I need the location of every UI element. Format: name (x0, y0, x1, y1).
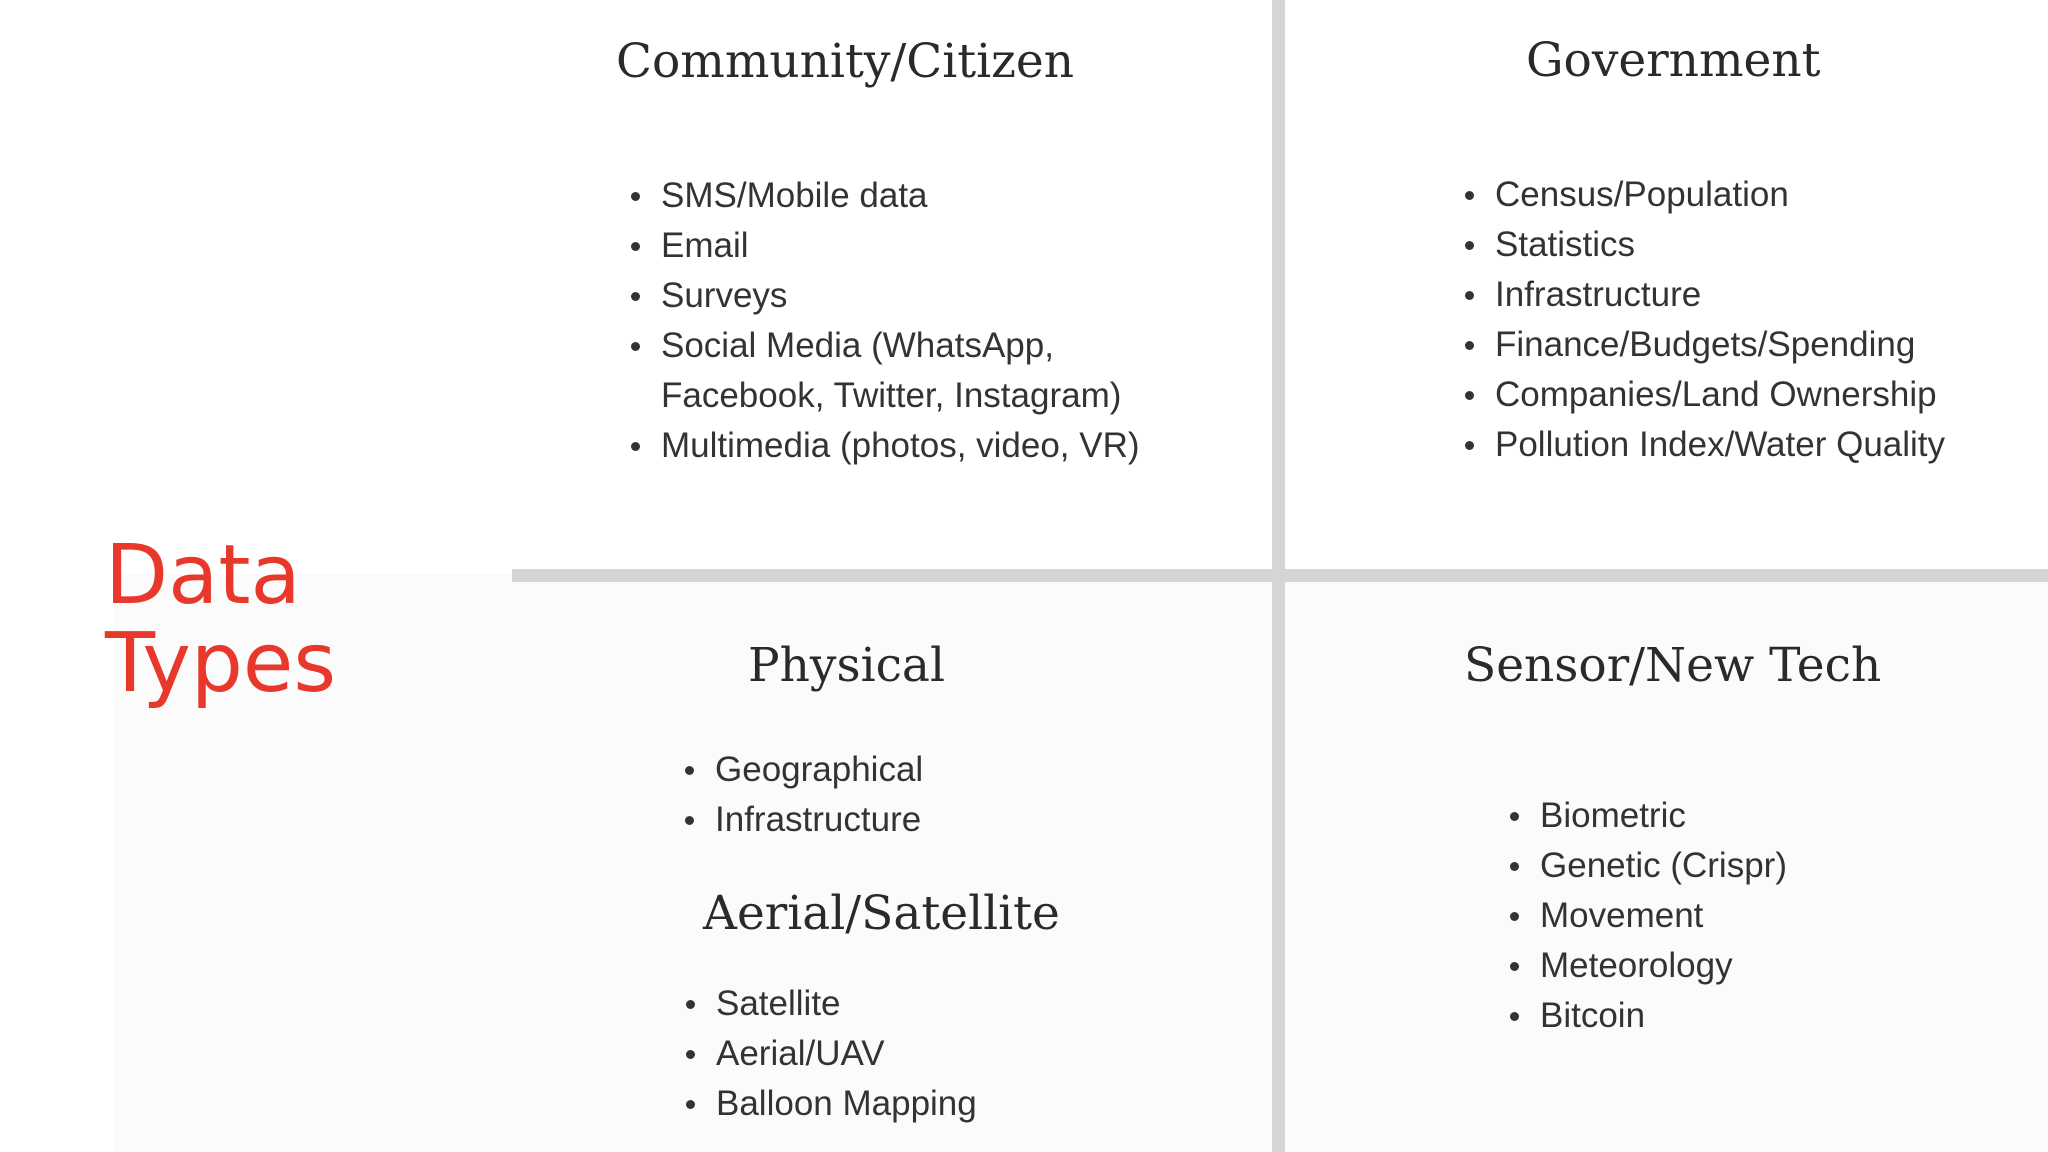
list-item: SMS/Mobile data (661, 171, 1140, 221)
list-item-line-1: Social Media (WhatsApp, (661, 326, 1054, 365)
list-item: Geographical (715, 745, 923, 795)
list-item: Finance/Budgets/Spending (1495, 320, 1945, 370)
list-item: Multimedia (photos, video, VR) (661, 421, 1140, 471)
aerial-satellite-list (716, 979, 977, 1129)
community-citizen-list (661, 171, 1140, 471)
list-item: Companies/Land Ownership (1495, 370, 1945, 420)
list-item: Census/Population (1495, 170, 1945, 220)
community-citizen-heading: Community/Citizen (616, 34, 1074, 89)
physical-heading: Physical (748, 638, 945, 693)
list-item: Movement (1540, 891, 1787, 941)
list-item: Balloon Mapping (716, 1079, 977, 1129)
slide-title-line-2: Types (105, 616, 337, 711)
list-item: Genetic (Crispr) (1540, 841, 1787, 891)
list-item: Surveys (661, 271, 1140, 321)
list-item: Biometric (1540, 791, 1787, 841)
list-item: Infrastructure (715, 795, 923, 845)
sensor-new-tech-heading: Sensor/New Tech (1464, 638, 1882, 693)
slide-title (105, 528, 337, 711)
list-item-line-2: Facebook, Twitter, Instagram) (661, 376, 1122, 415)
list-item: Email (661, 221, 1140, 271)
list-item: Bitcoin (1540, 991, 1787, 1041)
aerial-satellite-heading: Aerial/Satellite (703, 886, 1060, 941)
government-list (1495, 170, 1945, 470)
list-item: Satellite (716, 979, 977, 1029)
list-item: Meteorology (1540, 941, 1787, 991)
list-item: Statistics (1495, 220, 1945, 270)
horizontal-divider (512, 569, 2048, 582)
list-item: Pollution Index/Water Quality (1495, 420, 1945, 470)
government-heading: Government (1526, 33, 1821, 88)
physical-list (715, 745, 923, 845)
sensor-new-tech-list (1540, 791, 1787, 1041)
slide-title-line-1: Data (105, 528, 301, 623)
list-item: Aerial/UAV (716, 1029, 977, 1079)
list-item (661, 321, 1140, 421)
list-item: Infrastructure (1495, 270, 1945, 320)
